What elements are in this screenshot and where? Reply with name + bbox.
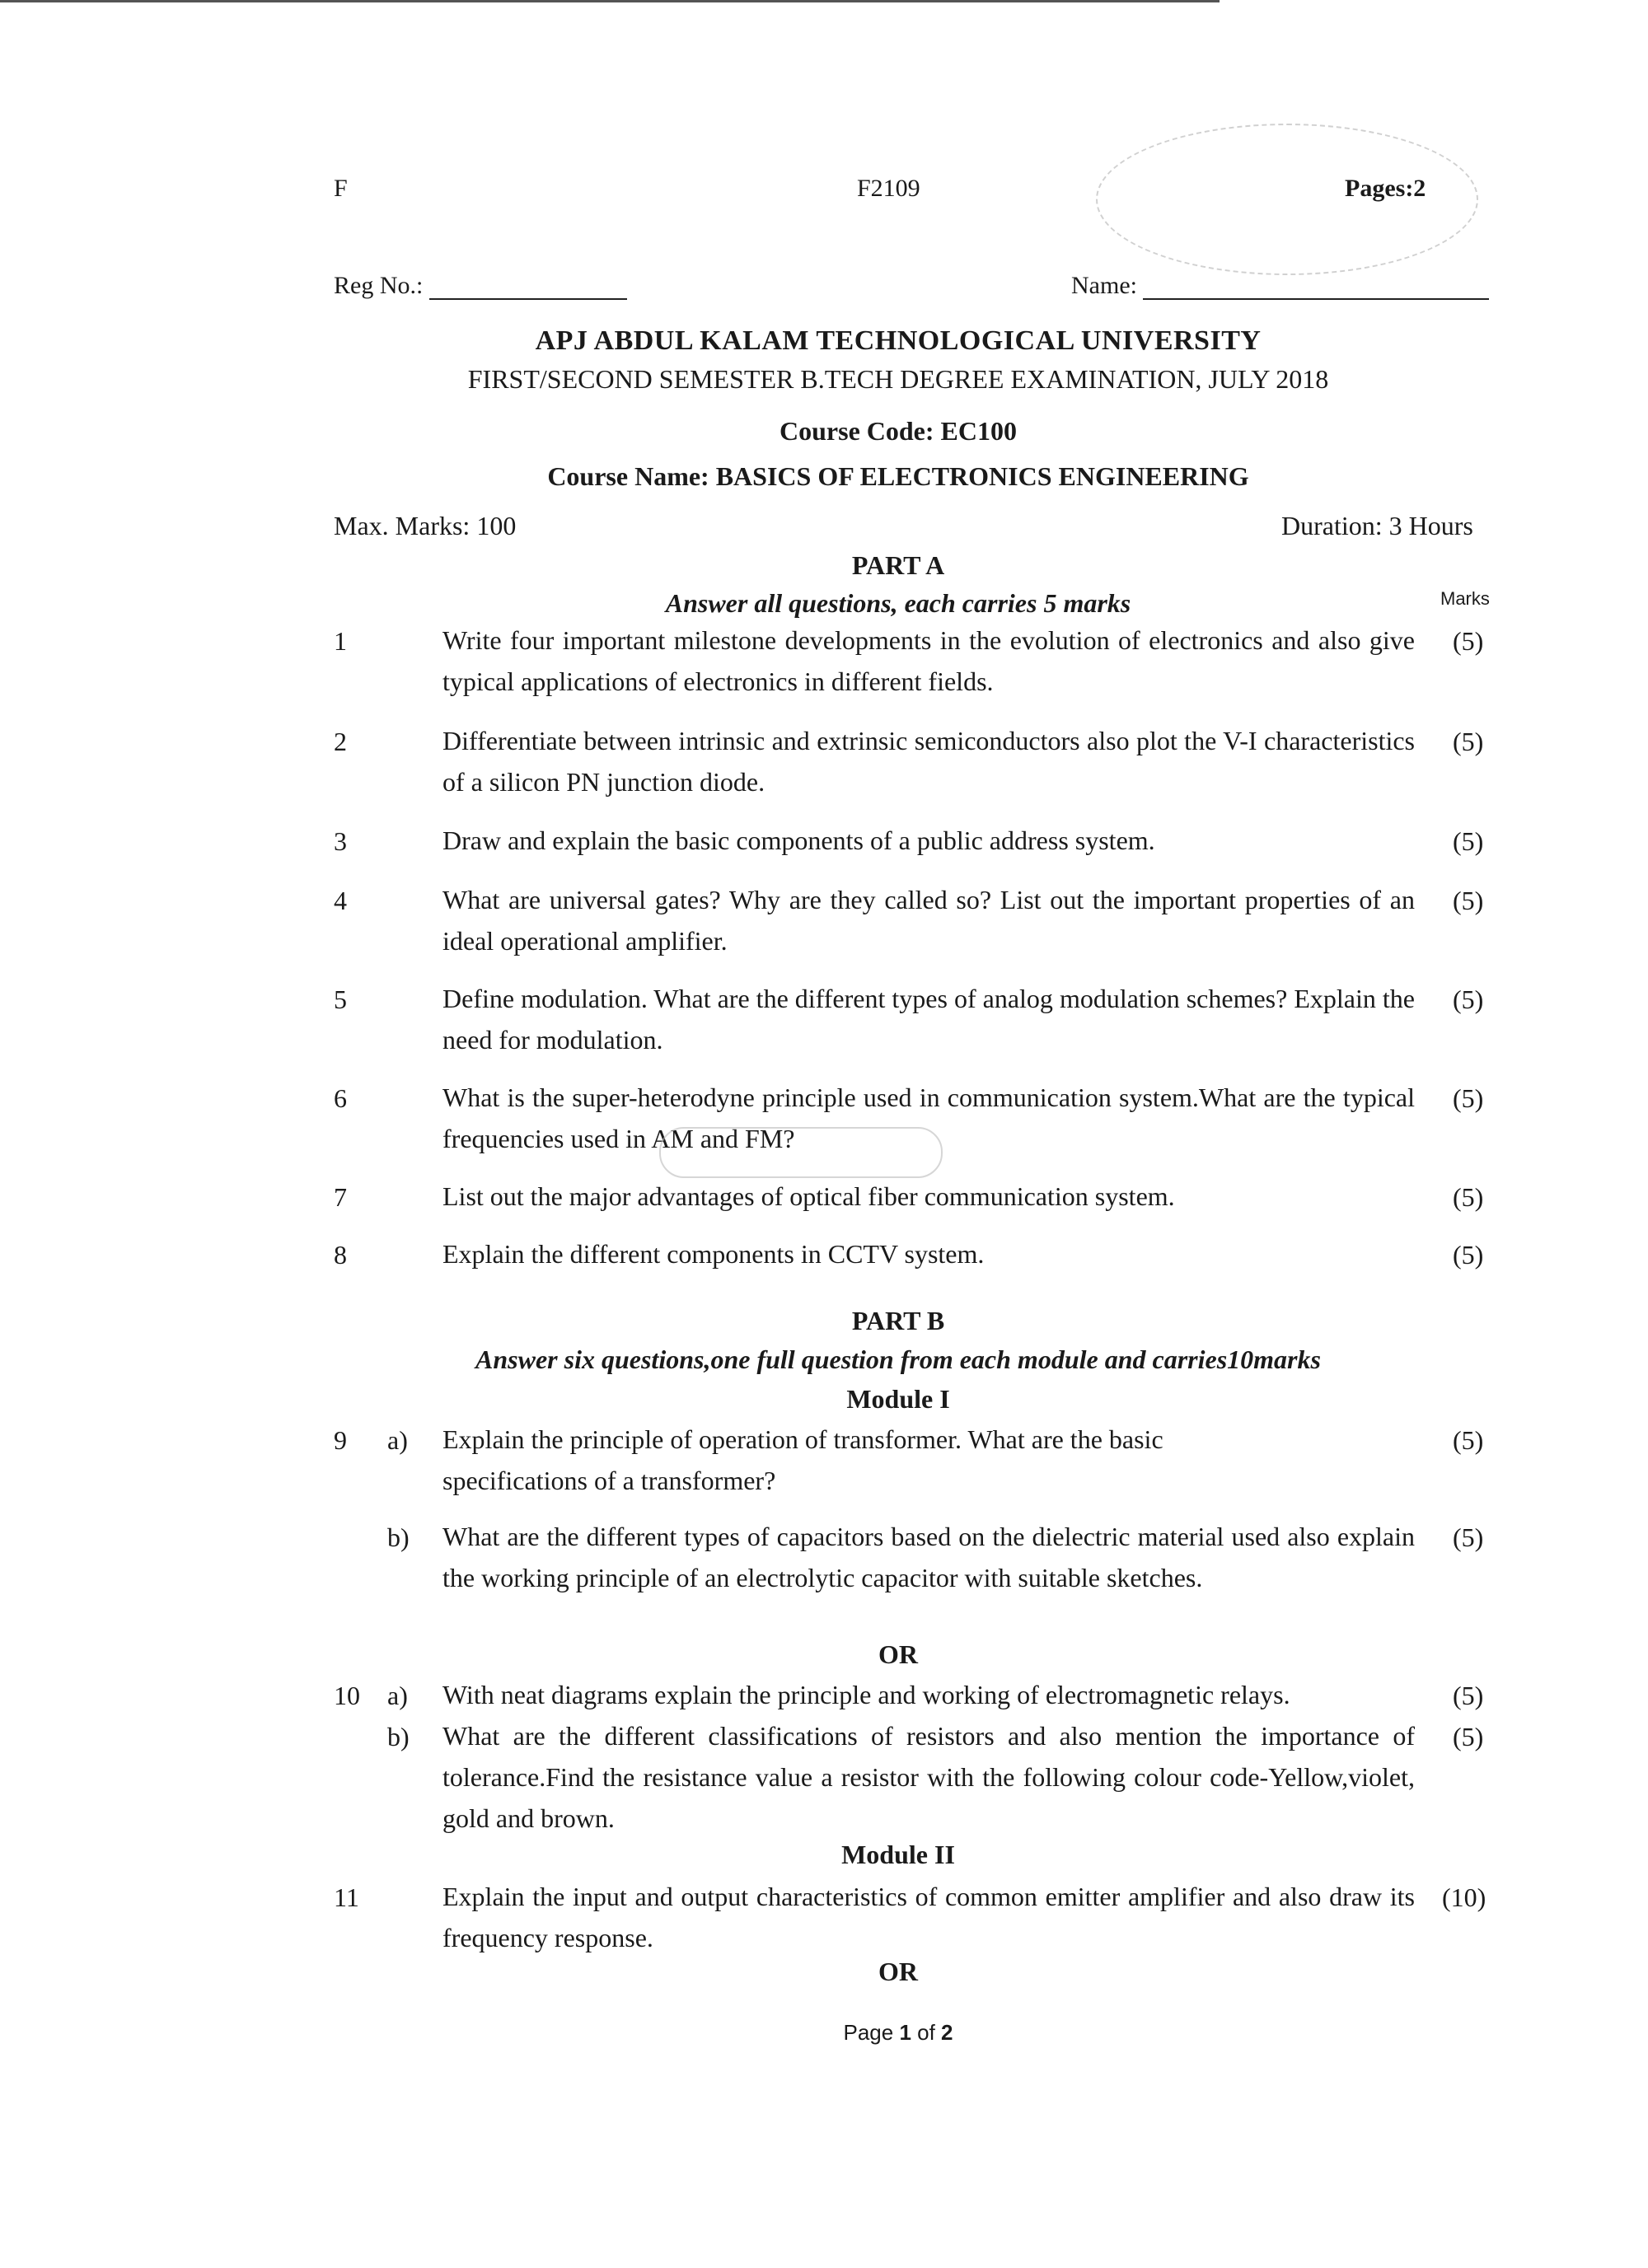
course-name: Course Name: BASICS OF ELECTRONICS ENGINEERING <box>547 461 1249 491</box>
question-text: With neat diagrams explain the principle and working of electromagnetic relays. <box>442 1680 1290 1709</box>
or-separator-2: OR <box>878 1957 918 1986</box>
question-number: 10 <box>334 1681 360 1710</box>
module-1-heading: Module I <box>846 1384 950 1414</box>
question-marks: (5) <box>1453 1722 1484 1751</box>
page-middle: of <box>911 2020 942 2045</box>
question-marks: (5) <box>1453 1425 1484 1455</box>
question-number: 1 <box>334 626 347 656</box>
question-marks: (5) <box>1453 1681 1484 1710</box>
question-text: Differentiate between intrinsic and extrinsic semiconductors also plot the V-I characteristics of a silicon PN junction diode. <box>442 726 1415 797</box>
question-marks: (5) <box>1453 1182 1484 1212</box>
watermark <box>659 1127 943 1178</box>
question-marks: (5) <box>1453 886 1484 915</box>
question-marks: (5) <box>1453 727 1484 756</box>
university-name: APJ ABDUL KALAM TECHNOLOGICAL UNIVERSITY <box>535 325 1262 356</box>
question-number: 2 <box>334 727 347 756</box>
question-text: What are universal gates? Why are they called so? List out the important properties of an ideal operational amplifier. <box>442 885 1415 956</box>
question-number: 4 <box>334 886 347 915</box>
question-marks: (5) <box>1453 1240 1484 1270</box>
question-part-label: b) <box>387 1522 410 1552</box>
page-prefix: Page <box>843 2020 900 2045</box>
part-b-title: PART B <box>851 1306 945 1335</box>
series-code: F <box>334 175 348 202</box>
question-text: Explain the principle of operation of transformer. What are the basic specifications of a transformer? <box>442 1424 1163 1495</box>
question-text: Write four important milestone developments in the evolution of electronics and also give typical applications of electronics in different fields. <box>442 625 1415 696</box>
question-part-label: b) <box>387 1722 410 1751</box>
question-text: Explain the different components in CCTV system. <box>442 1239 985 1269</box>
duration: Duration: 3 Hours <box>1281 511 1473 540</box>
exam-name: FIRST/SECOND SEMESTER B.TECH DEGREE EXAMINATION, JULY 2018 <box>467 364 1329 394</box>
reg-no-label: Reg No.: <box>334 272 424 299</box>
page-current: 1 <box>899 2020 911 2045</box>
question-marks: (5) <box>1453 626 1484 656</box>
question-marks: (5) <box>1453 984 1484 1014</box>
question-text: Explain the input and output characteristics of common emitter amplifier and also draw its frequency response. <box>442 1882 1415 1952</box>
reg-no-blank <box>429 274 627 300</box>
module-2-heading: Module II <box>841 1840 955 1869</box>
question-number: 3 <box>334 826 347 856</box>
part-b-instruction: Answer six questions,one full question from each module and carries10marks <box>475 1344 1321 1374</box>
course-code: Course Code: EC100 <box>780 416 1017 446</box>
question-text: List out the major advantages of optical fiber communication system. <box>442 1181 1175 1211</box>
scan-top-border <box>0 0 1220 2</box>
part-a-title: PART A <box>851 550 945 580</box>
max-marks: Max. Marks: 100 <box>334 511 517 540</box>
question-text: What are the different classifications of resistors and also mention the importance of tolerance.Find the resistance value a resistor with the following colour code-Yellow,violet, gold and brown. <box>442 1721 1415 1833</box>
question-number: 8 <box>334 1240 347 1270</box>
or-separator-1: OR <box>878 1639 918 1669</box>
question-number: 6 <box>334 1083 347 1113</box>
question-number: 11 <box>334 1882 359 1912</box>
name-label: Name: <box>1071 272 1137 299</box>
question-number: 5 <box>334 984 347 1014</box>
question-text: Draw and explain the basic components of a public address system. <box>442 825 1155 855</box>
name-field <box>1071 272 1489 300</box>
paper-code: F2109 <box>857 175 920 202</box>
question-marks: (5) <box>1453 826 1484 856</box>
question-text: Define modulation. What are the different types of analog modulation schemes? Explain the need for modulation. <box>442 984 1415 1055</box>
question-part-label: a) <box>387 1681 408 1710</box>
question-marks: (5) <box>1453 1522 1484 1552</box>
question-number: 7 <box>334 1182 347 1212</box>
question-marks: (10) <box>1442 1882 1486 1912</box>
name-blank <box>1143 274 1489 300</box>
marks-column-header: Marks <box>1440 588 1490 609</box>
page-total: 2 <box>941 2020 953 2045</box>
page-footer <box>330 2020 1467 2046</box>
reg-no-field <box>334 272 627 300</box>
part-a-instruction: Answer all questions, each carries 5 marks <box>665 588 1131 618</box>
pages-count: Pages:2 <box>1345 175 1426 202</box>
question-part-label: a) <box>387 1425 408 1455</box>
question-text: What is the super-heterodyne principle used in communication system.What are the typical frequencies used in AM and FM? <box>442 1083 1415 1153</box>
question-number: 9 <box>334 1425 347 1455</box>
question-marks: (5) <box>1453 1083 1484 1113</box>
question-text: What are the different types of capacitors based on the dielectric material used also explain the working principle of an electrolytic capacitor with suitable sketches. <box>442 1522 1415 1592</box>
